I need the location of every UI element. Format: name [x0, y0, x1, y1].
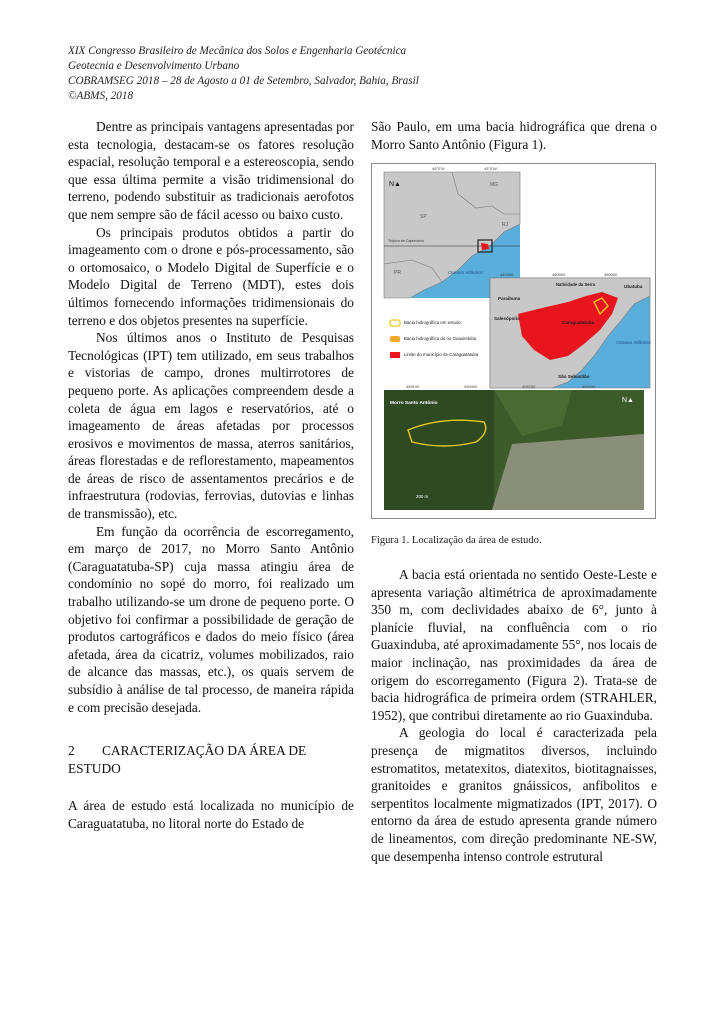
coord-label: 48°0'W [432, 166, 445, 171]
location-figure [371, 163, 656, 519]
place-label: Salesópolis [494, 316, 520, 321]
place-label: Paraibuna [498, 296, 521, 301]
header-line-2: Geotecnia e Desenvolvimento Urbano [68, 60, 240, 72]
legend-swatch-municipality [390, 352, 400, 358]
coord-label: 460000 [552, 272, 566, 277]
urban-area [492, 434, 644, 510]
state-label: RJ [502, 222, 509, 228]
coord-label: 459700 [522, 384, 536, 389]
place-label: Natividade da Serra [556, 282, 596, 287]
paragraph: São Paulo, em uma bacia hidrográfica que drena o Morro Santo Antônio (Figura 1). [371, 119, 657, 152]
coord-label: 480000 [604, 272, 618, 277]
header-line-4: ©ABMS, 2018 [68, 90, 134, 102]
legend-label: Bacia hidrográfica em estudo [404, 320, 461, 325]
tropic-label: Trópico de Capricórnio [388, 239, 425, 243]
paragraph: Dentre as principais vantagens apresentadas por esta tecnologia, destacam-se os fatores resolução espacial, resolução temporal e a estereoscopia, sendo que essa última permite a visão tridimensional do terreno, podendo substituir as tradicionais aerofotos que nem sempre são de fácil acesso ou baixo custo. [68, 119, 354, 222]
legend-swatch-guaxinduba [390, 336, 400, 342]
location-maps [372, 164, 655, 518]
paragraph: Nos últimos anos o Instituto de Pesquisas Tecnológicas (IPT) tem utilizado, em seus trabalhos e vistorias de campo, drones multirrotores de pequeno porte. As aplicações compreendem desde a coleta de água em lagos e reservatórios, até o imageamento de áreas afetadas por processos erosivos e movimentos de massa, aterros sanitários, áreas florestadas e de reflorestamento, mapeamentos de áreas de risco de assentamentos precários e de infraestrutura (rodovias, ferrovias, dutovias e linhas de transmissão), etc. [68, 330, 354, 522]
paragraph: Os principais produtos obtidos a partir do imageamento com o drone e pós-processamento, são o ortomosaico, o Modelo Digital de Superfície e o Modelo Digital de Terreno (MDT), estes dois últimos fornecendo informações tridimensionais do terreno e dos objetos presentes na superfície. [68, 224, 354, 328]
state-label: MG [490, 182, 499, 188]
place-label: Caraguatatuba [562, 320, 595, 325]
header-line-1: XIX Congresso Brasileiro de Mecânica dos Solos e Engenharia Geotécnica [68, 45, 407, 57]
header-line-3: COBRAMSEG 2018 – 28 de Agosto a 01 de Setembro, Salvador, Bahia, Brasil [68, 75, 419, 87]
section-heading [68, 742, 354, 777]
place-label: São Sebastião [558, 374, 590, 379]
coord-label: 45°0'W [484, 166, 497, 171]
ocean-label: Oceano Atlântico [616, 340, 651, 345]
scale-label: 200 m [416, 494, 429, 499]
state-label: PR [394, 270, 401, 276]
section-number: 2 [68, 743, 75, 759]
north-arrow-icon: N▲ [622, 397, 634, 404]
paragraph: A geologia do local é caracterizada pela presença de migmatitos diversos, incluindo estromatitos, metatexitos, diatexitos, biotitagnaisses, granitoides e granitos gnáissicos, anfibolitos e serpentitos localmente migmatizados (IPT, 2017). O entorno da área de estudo apresenta grande número de lineamentos, com direção predominante NE-SW, que desempenha intenso controle estrutural [371, 725, 657, 864]
right-column-bottom [371, 566, 657, 865]
forest-area [384, 390, 494, 510]
paragraph: A bacia está orientada no sentido Oeste-Leste e apresenta variação altimétrica de aproximadamente 350 m, com declividades abaixo de 6°, junto à planície fluvial, na confluência com o rio Guaxinduba, até aproximadamente 55°, nos locais de maior inclinação, nas proximidades da área de origem do escorregamento (Figura 2). Trata-se de bacia hidrográfica de primeira ordem (STRAHLER, 1952), que contribui diretamente ao rio Guaxinduba. [371, 567, 657, 723]
coord-label: 459400 [464, 384, 478, 389]
aerial-map [384, 384, 644, 510]
figure-caption: Figura 1. Localização da área de estudo. [371, 535, 542, 546]
place-label: Morro Santo Antônio [390, 401, 438, 406]
right-column-top [371, 118, 657, 153]
municipality-small [481, 243, 489, 250]
section-title: CARACTERIZAÇÃO DA ÁREA DE ESTUDO [68, 743, 307, 776]
coord-label: 440000 [500, 272, 514, 277]
north-arrow-icon: N▲ [389, 181, 401, 188]
place-label: Ubatuba [624, 284, 643, 289]
paragraph: Em função da ocorrência de escorregamento, em março de 2017, no Morro Santo Antônio (Caraguatatuba-SP) cuja massa atingiu área de condomínio no sopé do morro, foi realizado um trabalho utilizando-se um drone de pequeno porte. O objetivo foi confirmar a possibilidade de geração de produtos cartográficos e dados do meio físico (área afetada, área da cicatriz, volumes mobilizados, raio de alcance das massas, etc.), os quais servem de subsídio à análise de tal processo, de maneira rápida e com precisão desejada. [68, 523, 354, 715]
coord-label: 460000 [582, 384, 596, 389]
left-column [68, 118, 354, 833]
regional-map [490, 272, 651, 388]
figure-legend [386, 314, 484, 378]
ocean-label: Oceano Atlântico [448, 270, 483, 275]
coord-label: 459100 [406, 384, 420, 389]
paragraph: A área de estudo está localizada no município de Caraguatatuba, no litoral norte do Estado de [68, 798, 354, 831]
conference-header [68, 44, 419, 104]
state-label: SP [420, 214, 427, 220]
legend-label: Limite do município de Caraguatatuba [404, 352, 479, 357]
legend-label: Bacia hidrográfica do rio Guaxinduba [404, 336, 477, 341]
